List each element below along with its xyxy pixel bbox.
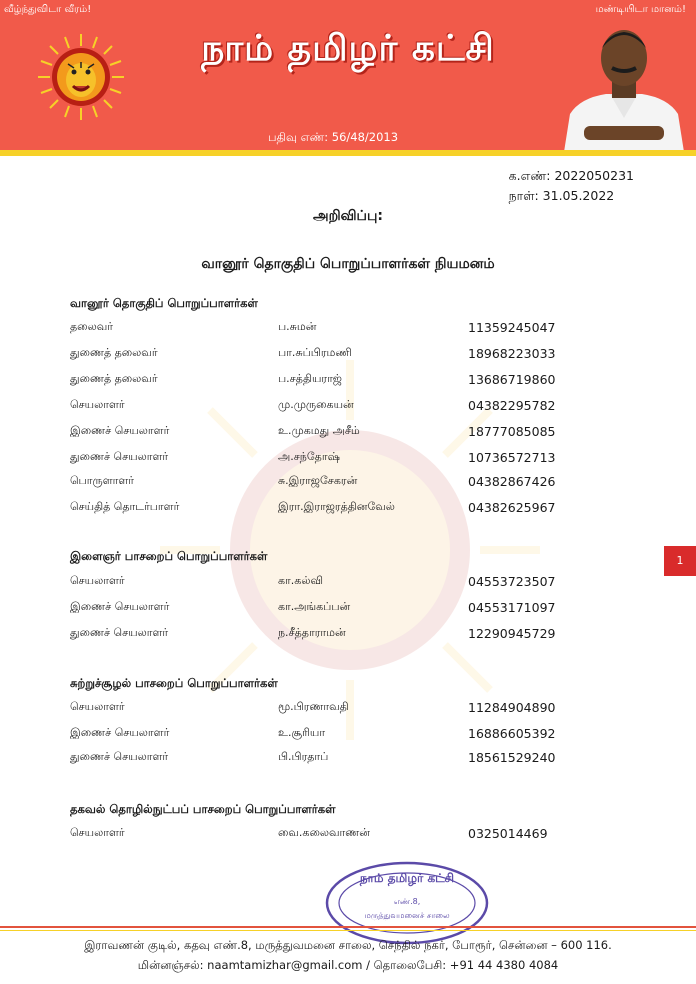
- table-row: [70, 626, 610, 644]
- party-seal-stamp: [322, 858, 492, 948]
- role: செயலாளர்: [70, 700, 125, 713]
- phone-number: 04553723507: [468, 574, 556, 589]
- phone-number: 04382295782: [468, 398, 556, 413]
- footer-address: இராவணன் குடில், கதவு எண்.8, மருத்துவமனை சாலை, செந்தில் நகர், போரூர், சென்னை – 600 116.: [84, 938, 612, 952]
- phone-number: 18777085085: [468, 424, 556, 439]
- table-row: [70, 346, 610, 364]
- role: இணைச் செயலாளர்: [70, 726, 170, 739]
- notice-subject: வானூர் தொகுதிப் பொறுப்பாளர்கள் நியமனம்: [201, 256, 495, 272]
- seal-text-middle: எண்.8,: [393, 897, 421, 906]
- role: தலைவர்: [70, 320, 113, 333]
- reference-date: நாள்: 31.05.2022: [508, 188, 615, 203]
- phone-number: 04553171097: [468, 600, 556, 615]
- section-title: இளைஞர் பாசறைப் பொறுப்பாளர்கள்: [70, 549, 268, 563]
- member-name: மூ.பிரணாவதி: [278, 700, 349, 713]
- role: செய்தித் தொடர்பாளர்: [70, 500, 180, 513]
- phone-number: 10736572713: [468, 450, 556, 465]
- footer-divider-red: [0, 926, 696, 928]
- role: பொருளாளர்: [70, 474, 135, 487]
- phone-number: 04382625967: [468, 500, 556, 515]
- member-name: மு.முருகையன்: [278, 398, 354, 411]
- slogan-right: மண்டியிடா மானம்!: [595, 4, 686, 15]
- member-name: ந.சீத்தாராமன்: [278, 626, 346, 639]
- section-title: சுற்றுச்சூழல் பாசறைப் பொறுப்பாளர்கள்: [70, 676, 278, 690]
- role: இணைச் செயலாளர்: [70, 600, 170, 613]
- reference-block: [509, 166, 634, 206]
- phone-number: 13686719860: [468, 372, 556, 387]
- section-title: தகவல் தொழில்நுட்பப் பாசறைப் பொறுப்பாளர்கள்: [70, 802, 336, 816]
- table-row: [70, 474, 610, 492]
- role: துணைச் செயலாளர்: [70, 626, 169, 639]
- member-name: கா.கல்வி: [278, 574, 323, 587]
- table-row: [70, 320, 610, 338]
- phone-number: 04382867426: [468, 474, 556, 489]
- member-name: உ.சூரியா: [278, 726, 326, 739]
- phone-number: 12290945729: [468, 626, 556, 641]
- seal-text-bottom: மருத்துவமனைச் சாலை: [364, 911, 450, 920]
- table-row: [70, 750, 610, 768]
- role: செயலாளர்: [70, 826, 125, 839]
- role: செயலாளர்: [70, 398, 125, 411]
- member-name: இரா.இராஜரத்தினவேல்: [278, 500, 395, 513]
- table-row: [70, 700, 610, 718]
- phone-number: 18968223033: [468, 346, 556, 361]
- footer-divider-yellow: [0, 930, 696, 931]
- phone-number: 0325014469: [468, 826, 548, 841]
- seal-text-top: நாம் தமிழர் கட்சி: [359, 871, 455, 885]
- member-name: அ.சந்தோஷ்: [278, 450, 340, 463]
- reference-number: க.எண்: 2022050231: [508, 168, 634, 183]
- member-name: வை.கலைவாணன்: [278, 826, 370, 839]
- phone-number: 18561529240: [468, 750, 556, 765]
- member-name: கா.அங்கப்பன்: [278, 600, 351, 613]
- party-name-title: நாம் தமிழர் கட்சி: [201, 28, 495, 69]
- member-name: பி.பிரதாப்: [278, 750, 329, 763]
- table-row: [70, 726, 610, 744]
- member-name: சு.இராஜசேகரன்: [278, 474, 358, 487]
- table-row: [70, 398, 610, 416]
- table-row: [70, 574, 610, 592]
- role: துணைத் தலைவர்: [70, 346, 158, 359]
- member-name: உ.முகமது அசீம்: [278, 424, 360, 437]
- table-row: [70, 600, 610, 618]
- member-name: ப.சத்தியராஜ்: [278, 372, 342, 385]
- phone-number: 11359245047: [468, 320, 556, 335]
- table-row: [70, 450, 610, 468]
- header-divider: [0, 150, 696, 156]
- role: துணைச் செயலாளர்: [70, 750, 169, 763]
- notice-heading: அறிவிப்பு:: [313, 208, 383, 224]
- role: செயலாளர்: [70, 574, 125, 587]
- tiger-logo-icon: [38, 34, 124, 120]
- table-row: [70, 424, 610, 442]
- slogan-left: வீழ்ந்துவிடா வீரம்!: [4, 4, 92, 15]
- letterhead: [0, 0, 696, 152]
- role: இணைச் செயலாளர்: [70, 424, 170, 437]
- member-name: ப.சுமன்: [278, 320, 317, 333]
- role: துணைச் செயலாளர்: [70, 450, 169, 463]
- member-name: பா.சுப்பிரமணி: [278, 346, 352, 359]
- phone-number: 11284904890: [468, 700, 556, 715]
- registration-number: பதிவு எண்: 56/48/2013: [268, 130, 399, 144]
- leader-photo: [560, 18, 688, 152]
- table-row: [70, 372, 610, 390]
- page-number-badge: 1: [664, 546, 696, 576]
- table-row: [70, 500, 610, 518]
- footer-contact: மின்னஞ்சல்: naamtamizhar@gmail.com / தொலைபேசி: +91 44 4380 4084: [137, 958, 559, 972]
- section-title: வானூர் தொகுதிப் பொறுப்பாளர்கள்: [70, 296, 258, 310]
- table-row: [70, 826, 610, 844]
- phone-number: 16886605392: [468, 726, 556, 741]
- role: துணைத் தலைவர்: [70, 372, 158, 385]
